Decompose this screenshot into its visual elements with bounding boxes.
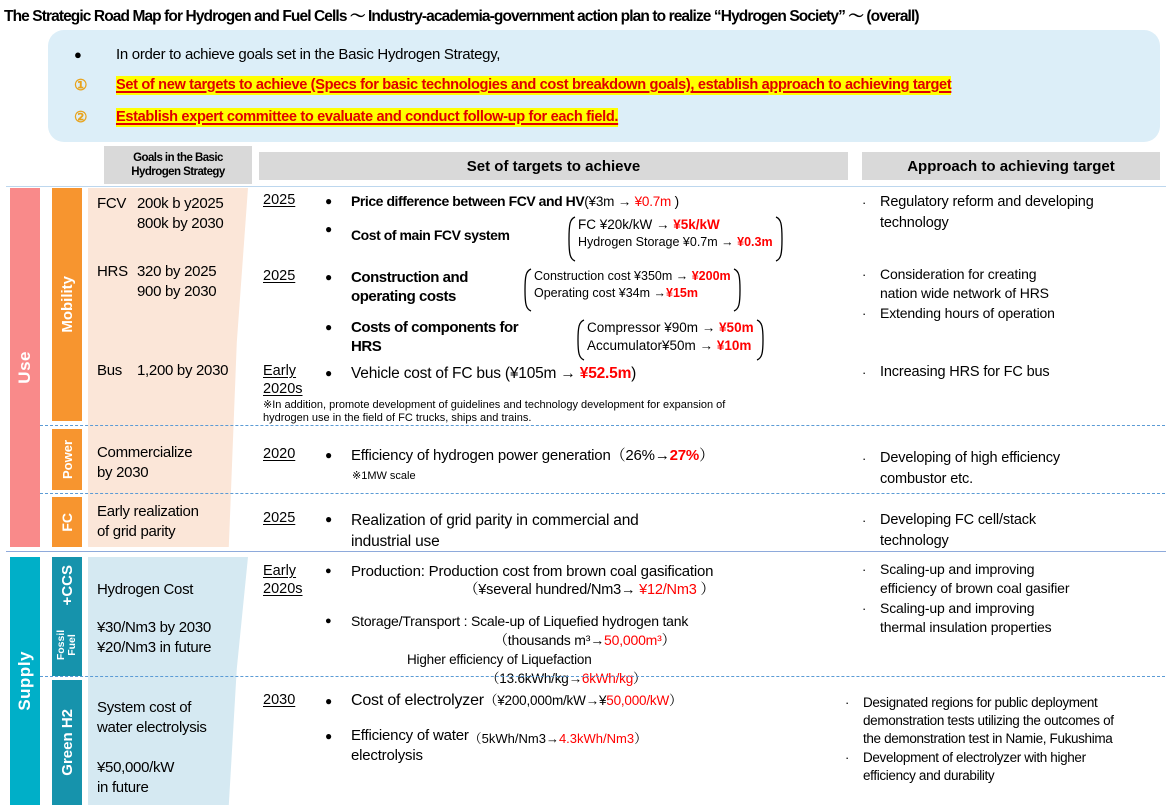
bullet-icon: ● (325, 694, 333, 708)
approach-fcv (862, 192, 1162, 235)
approach-fossil2-l1: Scaling-up and improving (880, 600, 1035, 616)
approach-green (845, 694, 1170, 786)
list-item (862, 362, 1162, 383)
target-bus-b1-red: ¥52.5m (579, 365, 632, 382)
bullet-dot-icon: · (862, 601, 867, 616)
year-power: 2020 (263, 446, 296, 462)
target-bus-note-l1: ※In addition, promote development of guidelines and technology development for expansion of (263, 399, 726, 411)
approach-power-l1: Developing of high efficiency (880, 450, 1060, 466)
goal-fcv (97, 194, 223, 234)
goal-fc-line2: of grid parity (97, 523, 176, 540)
intro-line-2: Establish expert committee to evaluate and conduct follow-up for each field. (116, 109, 619, 125)
target-fossil-bullet-1 (325, 562, 715, 600)
approach-fossil (862, 560, 1162, 638)
target-hrs-b2-label-l1: Costs of components for (351, 319, 519, 336)
subrail-ccs: +CCS (52, 557, 82, 614)
intro-row-2 (74, 108, 618, 127)
target-green-bullet-2 (325, 726, 647, 766)
target-fcv-b1-paren-pre: (¥3m → (584, 194, 635, 209)
year-green: 2030 (263, 692, 296, 708)
approach-bus (862, 362, 1162, 384)
year-fc: 2025 (263, 510, 296, 526)
target-power-b1-post: ） (699, 447, 714, 464)
right-brace-icon (775, 216, 784, 262)
target-hrs-b2-label-l2: HRS (351, 338, 382, 355)
bullet-dot-icon: · (845, 750, 850, 765)
goal-hrs (97, 262, 216, 302)
approach-hrs2-l1: Extending hours of operation (880, 305, 1055, 321)
goal-fc-line1: Early realization (97, 503, 199, 520)
target-green-b1-paren-pre: （¥200,000m/kW→¥ (483, 693, 607, 708)
bullet-dot-icon: · (862, 513, 867, 528)
target-power-bullet-1 (325, 446, 714, 465)
approach-green2-l2: efficiency and durability (863, 768, 995, 783)
approach-fc-l1: Developing FC cell/stack (880, 512, 1036, 528)
list-item (862, 192, 1162, 234)
goal-wel-line1: System cost of (97, 699, 192, 716)
approach-fcv-l2: technology (880, 215, 949, 231)
goal-hrs-line2: 900 by 2030 (137, 283, 217, 300)
approach-power (862, 448, 1162, 491)
target-hrs-bullet-1 (325, 268, 468, 306)
list-item (845, 694, 1170, 748)
target-bus-note-l2: hydrogen use in the field of FC trucks, ships and trains. (263, 412, 532, 424)
bullet-icon: ● (325, 366, 333, 380)
header-goals (104, 146, 252, 184)
goal-bus-label: Bus (97, 362, 122, 379)
divider-fossil-green (40, 676, 1165, 677)
target-fossil-b2-l1: Storage/Transport : Scale-up of Liquefied hydrogen tank (351, 613, 689, 629)
circled-number-1-icon: ① (74, 77, 88, 94)
goal-hydrogen-cost (97, 580, 211, 658)
goal-wel-line3: ¥50,000/kW (97, 759, 175, 776)
target-fcv-b2-bracket (567, 216, 784, 262)
page-title: The Strategic Road Map for Hydrogen and Fuel Cells ～ Industry-academia-government action plan to realize “Hydrogen Society” ～ (overall) (4, 8, 919, 25)
list-item (862, 304, 1162, 323)
bullet-dot-icon: · (862, 451, 867, 466)
target-green-b1-paren-post: ） (669, 693, 683, 708)
goal-bus-line1: 1,200 by 2030 (137, 362, 229, 379)
bullet-dot-icon: · (862, 195, 867, 210)
approach-hrs1-l2: nation wide network of HRS (880, 285, 1049, 301)
goal-fcv-label: FCV (97, 195, 127, 212)
target-green-b1-paren-red: 50,000/kW (606, 693, 669, 708)
target-hrs-bullet-2 (325, 318, 518, 356)
bullet-icon: ● (325, 222, 333, 236)
target-fcv-b2-label: Cost of main FCV system (351, 227, 510, 243)
divider-mobility-power (40, 425, 1165, 426)
goal-hrs-label: HRS (97, 263, 128, 280)
goal-power-line1: Commercialize (97, 444, 193, 461)
list-item (862, 599, 1162, 637)
subrail-fc: FC (52, 497, 82, 547)
bullet-icon: ● (325, 512, 333, 526)
target-fcv-b2-line1: FC ¥20k/kW → ¥5k/kW (578, 217, 720, 232)
target-fossil-b1-l1: Production: Production cost from brown coal gasification (351, 563, 714, 580)
target-fossil-b2-l3: Higher efficiency of Liquefaction (407, 652, 592, 667)
subrail-fossil-fuel: Fossil Fuel (52, 614, 82, 676)
bullet-dot-icon: · (862, 267, 867, 282)
target-fcv-b1-label: Price difference between FCV and HV (351, 193, 585, 209)
goal-water-electrolysis (97, 698, 207, 798)
approach-fossil1-l1: Scaling-up and improving (880, 561, 1035, 577)
goal-wel-line2: water electrolysis (97, 719, 207, 736)
approach-green1-l3: the demonstration test in Namie, Fukushima (863, 731, 1113, 746)
list-item (862, 560, 1162, 598)
year-fossil: Early 2020s (263, 563, 303, 597)
target-power-note: ※1MW scale (352, 470, 416, 482)
bullet-icon: ● (325, 194, 333, 208)
target-fcv-bullet-2 (325, 220, 509, 245)
header-goals-line2: Hydrogen Strategy (131, 166, 225, 178)
target-hrs-b2-bracket (576, 319, 765, 361)
target-green-b1-label: Cost of electrolyzer (351, 692, 484, 709)
target-hrs-b1-line1: Construction cost ¥350m → ¥200m (534, 269, 731, 283)
target-fcv-b1-paren-red: ¥0.7m (634, 194, 672, 209)
approach-fossil2-l2: thermal insulation properties (880, 619, 1052, 635)
approach-green1-l2: demonstration tests utilizing the outcomes of (863, 713, 1114, 728)
target-fcv-b2-line2: Hydrogen Storage ¥0.7m → ¥0.3m (578, 235, 773, 249)
goal-fcv-line2: 800k by 2030 (137, 215, 224, 232)
approach-hrs1-l1: Consideration for creating (880, 266, 1037, 282)
target-power-b1-red: 27% (669, 447, 700, 464)
target-green-bullet-1 (325, 690, 682, 712)
goal-hcost-line1: Hydrogen Cost (97, 581, 194, 598)
target-fossil-b2-l4: （13.6kWh/kg→6kWh/kg） (486, 671, 647, 686)
circled-number-2-icon: ② (74, 109, 88, 126)
bullet-icon: ● (325, 448, 333, 462)
approach-green1-l1: Designated regions for public deployment (863, 695, 1098, 710)
approach-bus-l1: Increasing HRS for FC bus (880, 364, 1050, 380)
right-brace-icon (733, 268, 742, 312)
target-power-b1-pre: Efficiency of hydrogen power generation（26%→ (351, 447, 670, 464)
target-green-b2-label-l2: electrolysis (351, 747, 423, 764)
target-hrs-b2-line2: Accumulator¥50m → ¥10m (587, 338, 752, 353)
list-item (862, 265, 1162, 303)
goal-hcost-line2: ¥30/Nm3 by 2030 (97, 619, 211, 636)
year-hrs: 2025 (263, 268, 296, 284)
year-fcv: 2025 (263, 192, 296, 208)
target-green-b2-paren: （5kWh/Nm3→4.3kWh/Nm3） (468, 731, 648, 746)
year-bus: Early 2020s (263, 363, 303, 397)
bullet-icon: ● (325, 320, 333, 334)
target-fossil-b2-l2: （thousands m³→50,000m³） (494, 632, 676, 648)
target-green-b2-label-l1: Efficiency of water (351, 727, 469, 744)
target-hrs-b1-label-l1: Construction and (351, 269, 468, 286)
target-bus-b1-pre: Vehicle cost of FC bus (¥105m → (351, 365, 580, 382)
bullet-icon: ● (325, 270, 333, 284)
bullet-icon: ● (325, 615, 332, 627)
list-item (862, 448, 1162, 490)
target-bus-b1-post: ) (631, 365, 637, 382)
bullet-icon: ● (325, 565, 332, 577)
approach-fc (862, 510, 1162, 553)
divider-top (6, 186, 1166, 187)
header-targets: Set of targets to achieve (259, 152, 848, 180)
bullet-dot-icon: · (862, 306, 867, 321)
target-fossil-b1-l2: （¥several hundred/Nm3→ ¥12/Nm3 ） (464, 582, 715, 598)
intro-row-0 (74, 46, 500, 64)
target-hrs-b1-bracket (523, 268, 742, 312)
rail-use: Use (10, 188, 40, 547)
target-bus-bullet-1 (325, 364, 636, 383)
intro-panel (48, 30, 1160, 142)
target-fc-b1-l2: industrial use (351, 533, 440, 550)
target-bus-note (263, 399, 843, 425)
approach-fossil1-l2: efficiency of brown coal gasifier (880, 580, 1070, 596)
bullet-dot-icon: · (862, 365, 867, 380)
rail-supply: Supply (10, 557, 40, 805)
goal-wel-line4: in future (97, 779, 149, 796)
bullet-icon: ● (325, 729, 333, 743)
list-item (862, 510, 1162, 552)
target-fcv-b1-paren-post: ) (671, 194, 679, 209)
divider-power-fc (40, 493, 1165, 494)
left-brace-icon (567, 216, 576, 262)
approach-green2-l1: Development of electrolyzer with higher (863, 750, 1086, 765)
goal-power (97, 443, 192, 483)
target-hrs-b1-line2: Operating cost ¥34m →¥15m (534, 286, 698, 300)
target-hrs-b2-line1: Compressor ¥90m → ¥50m (587, 320, 754, 335)
target-fc-bullet-1 (325, 510, 639, 552)
goal-bus (97, 361, 228, 381)
header-goals-line1: Goals in the Basic (133, 152, 223, 164)
approach-hrs (862, 265, 1162, 324)
target-hrs-b1-label-l2: operating costs (351, 288, 456, 305)
left-brace-icon (576, 319, 585, 361)
subrail-mobility: Mobility (52, 188, 82, 421)
target-fcv-bullet-1 (325, 192, 845, 211)
intro-row-1 (74, 76, 951, 95)
goal-fcv-line1: 200k b y2025 (137, 195, 224, 212)
list-item (845, 749, 1170, 785)
bullet-dot-icon: · (862, 562, 867, 577)
goal-fc (97, 502, 199, 542)
right-brace-icon (756, 319, 765, 361)
target-fc-b1-l1: Realization of grid parity in commercial and (351, 512, 639, 529)
divider-use-supply (6, 551, 1166, 552)
approach-fc-l2: technology (880, 533, 949, 549)
bullet-dot-icon: · (845, 695, 850, 710)
approach-power-l2: combustor etc. (880, 471, 973, 487)
approach-fcv-l1: Regulatory reform and developing (880, 194, 1094, 210)
subrail-power: Power (52, 429, 82, 490)
intro-line-1: Set of new targets to achieve (Specs for basic technologies and cost breakdown goals), establish approach to achieving target (116, 77, 952, 93)
goal-hcost-line3: ¥20/Nm3 in future (97, 639, 212, 656)
bullet-icon: ● (74, 47, 82, 62)
subrail-green-h2: Green H2 (52, 680, 82, 805)
goal-hrs-line1: 320 by 2025 (137, 263, 217, 280)
header-approach: Approach to achieving target (862, 152, 1160, 180)
left-brace-icon (523, 268, 532, 312)
intro-line-0: In order to achieve goals set in the Basic Hydrogen Strategy, (116, 46, 501, 63)
goal-power-line2: by 2030 (97, 464, 149, 481)
